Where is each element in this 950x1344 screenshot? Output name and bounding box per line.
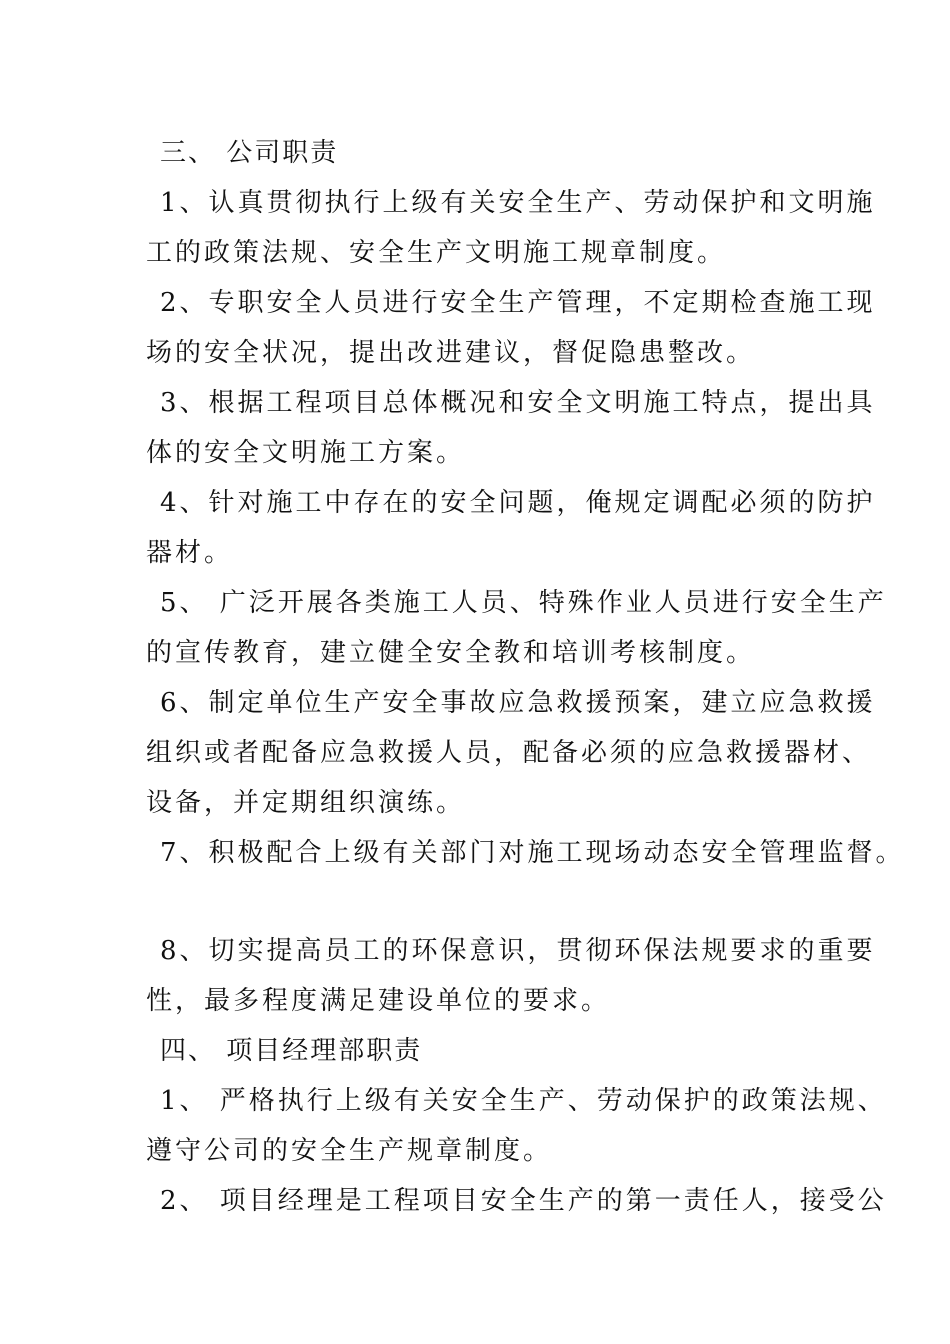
s3-item-6-line-1: 6、制定单位生产安全事故应急救援预案，建立应急救援	[160, 688, 876, 718]
s3-item-4-line-1: 4、针对施工中存在的安全问题，俺规定调配必须的防护	[160, 488, 876, 518]
s3-item-5-line-1: 5、 广泛开展各类施工人员、特殊作业人员进行安全生产	[160, 588, 887, 618]
s3-item-3-line-1: 3、根据工程项目总体概况和安全文明施工特点，提出具	[160, 388, 876, 418]
s3-item-5-line-2: 的宣传教育，建立健全安全教和培训考核制度。	[146, 638, 756, 668]
s3-item-1-line-1: 1、认真贯彻执行上级有关安全生产、劳动保护和文明施	[160, 188, 876, 218]
s4-item-1-line-2: 遵守公司的安全生产规章制度。	[146, 1136, 553, 1166]
s4-item-1-line-1: 1、 严格执行上级有关安全生产、劳动保护的政策法规、	[160, 1086, 887, 1116]
s3-item-6-line-2: 组织或者配备应急救援人员，配备必须的应急救援器材、	[146, 738, 872, 768]
s3-item-7-line-1: 7、积极配合上级有关部门对施工现场动态安全管理监督。	[160, 838, 905, 868]
s3-item-2-line-2: 场的安全状况，提出改进建议，督促隐患整改。	[146, 338, 756, 368]
s3-item-1-line-2: 工的政策法规、安全生产文明施工规章制度。	[146, 238, 727, 268]
s3-item-8-line-2: 性，最多程度满足建设单位的要求。	[146, 986, 611, 1016]
s4-item-2-line-1: 2、 项目经理是工程项目安全生产的第一责任人，接受公	[160, 1186, 887, 1216]
section-4-heading: 四、 项目经理部职责	[160, 1036, 423, 1066]
s3-item-6-line-3: 设备，并定期组织演练。	[146, 788, 466, 818]
section-3-heading: 三、 公司职责	[160, 138, 339, 168]
s3-item-8-line-1: 8、切实提高员工的环保意识，贯彻环保法规要求的重要	[160, 936, 876, 966]
s3-item-4-line-2: 器材。	[146, 538, 234, 568]
s3-item-2-line-1: 2、专职安全人员进行安全生产管理，不定期检查施工现	[160, 288, 876, 318]
s3-item-3-line-2: 体的安全文明施工方案。	[146, 438, 466, 468]
